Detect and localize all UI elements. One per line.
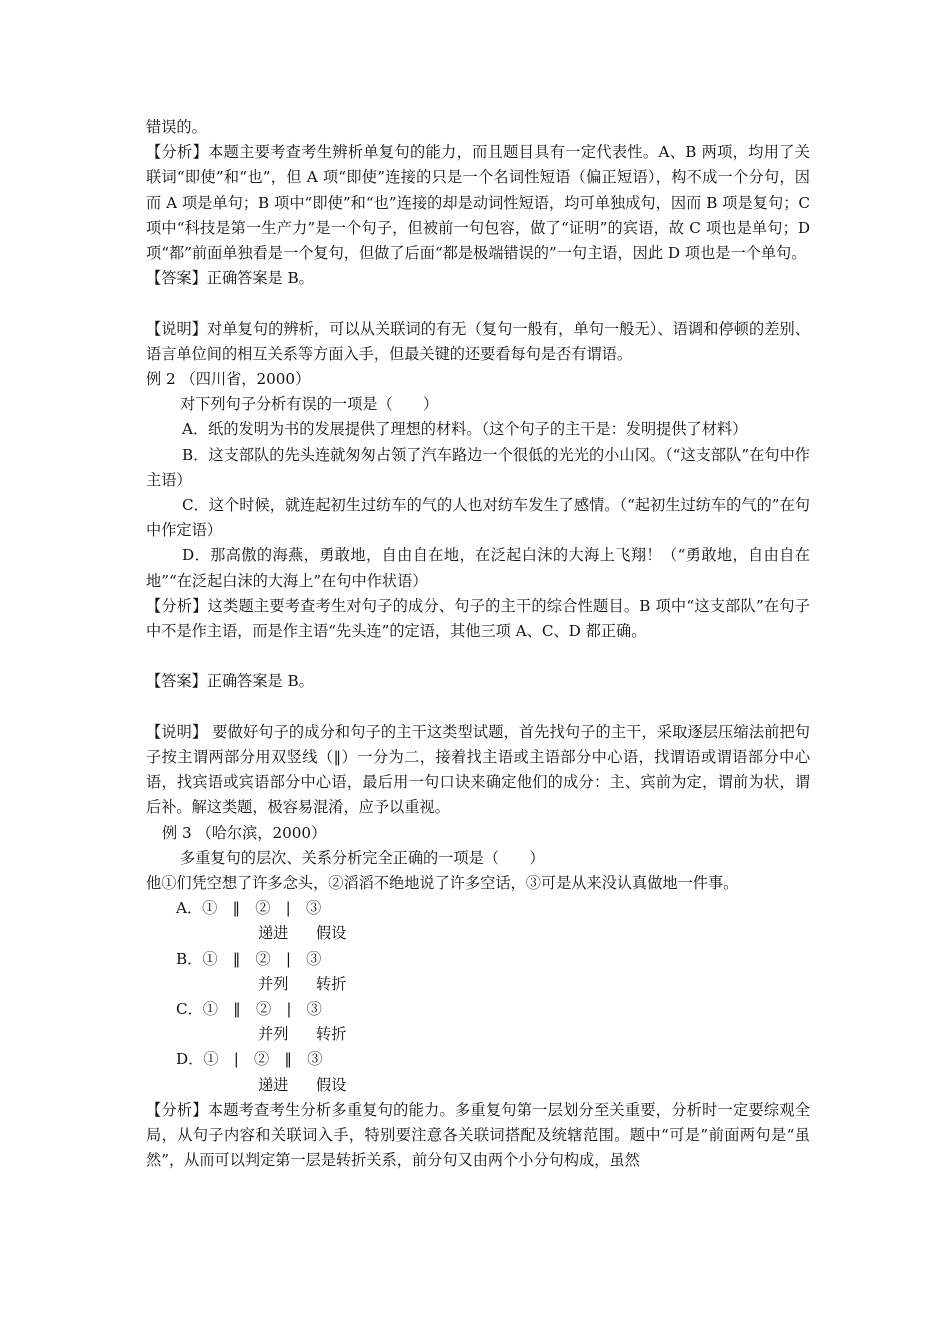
blank-line <box>146 291 810 316</box>
answer-line: 【答案】正确答案是 B。 <box>146 269 314 288</box>
relation-label: 并列 <box>258 1025 289 1044</box>
note-paragraph: 【说明】 要做好句子的成分和句子的主干这类型试题，首先找句子的主干，采取逐层压缩法前把句子按主谓两部分用双竖线（‖）一分为二，接着找主语或主语部分中心语，找谓语或谓语部分中心语，找宾语或宾语部分中心语，最后用一句口诀来确定他们的成分：主、宾前为定，谓前为状，谓后补。解这类题，极容易混淆，应予以重视。 <box>146 722 810 817</box>
blank-line <box>146 695 810 720</box>
option-d: D．那高傲的海燕，勇敢地，自由自在地，在泛起白沫的大海上飞翔！（“勇敢地，自由自在地”“在泛起白沫的大海上”在句中作状语） <box>146 546 810 590</box>
document-page <box>146 115 810 1173</box>
analysis-paragraph: 【分析】本题考查考生分析多重复句的能力。多重复句第一层划分至关重要，分析时一定要综观全局，从句子内容和关联词入手，特别要注意各关联词搭配及统辖范围。题中“可是”前面两句是“虽然”，从而可以判定第一层是转折关系，前分句又由两个小分句构成，虽然 <box>146 1100 810 1170</box>
relation-label: 转折 <box>316 974 347 993</box>
option-b: B．这支部队的先头连就匆匆占领了汽车路边一个很低的光光的小山冈。（“这支部队”在句中作主语） <box>146 445 810 489</box>
analysis-paragraph: 【分析】本题主要考查考生辨析单复句的能力，而且题目具有一定代表性。A、B 两项，均用了关联词“即使”和“也”，但 A 项“即使”连接的只是一个名词性短语（偏正短语），构不成一个分句，因而 A 项是单句；B 项中“即使”和“也”连接的却是动词性短语，均可单独成句，因而 B 项是复句；C 项中“科技是第一生产力”是一个句子，但被前一句包容，做了“证明”的宾语，故 C 项也是单句；D 项“都”前面单独看是一个复句，但做了后面“都是极端错误的”一句主语，因此 D 项也是一个单句。 <box>146 143 810 263</box>
question-stem: 多重复句的层次、关系分析完全正确的一项是（ ） <box>180 848 545 867</box>
text-line: 错误的。 <box>146 118 207 136</box>
example-heading: 例 2 （四川省，2000） <box>146 370 311 389</box>
relation-label: 并列 <box>258 974 289 993</box>
blank-line <box>146 644 810 669</box>
analysis-paragraph: 【分析】这类题主要考查考生对句子的成分、句子的主干的综合性题目。B 项中“这支部队”在句子中不是作主语，而是作主语“先头连”的定语，其他三项 A、C、D 都正确。 <box>146 596 810 641</box>
option-c-relations <box>146 1022 810 1047</box>
option-c: C．这个时候，就连起初生过纺车的气的人也对纺车发生了感情。（“起初生过纺车的气的”在句中作定语） <box>146 496 810 540</box>
option-d: D．① | ② ‖ ③ <box>176 1050 323 1069</box>
option-c: C．① ‖ ② | ③ <box>176 1000 322 1019</box>
option-a: A．纸的发明为书的发展提供了理想的材料。（这个句子的主干是：发明提供了材料） <box>182 420 748 439</box>
question-sentence: 他①们凭空想了许多念头，②滔滔不绝地说了许多空话，③可是从来没认真做地一件事。 <box>146 874 739 893</box>
relation-label: 递进 <box>258 924 289 943</box>
option-b: B．① ‖ ② | ③ <box>176 949 322 968</box>
relation-label: 假设 <box>316 924 347 943</box>
option-b-relations <box>146 972 810 997</box>
relation-label: 转折 <box>316 1025 347 1044</box>
relation-label: 递进 <box>258 1075 289 1094</box>
option-a: A．① ‖ ② | ③ <box>176 899 322 918</box>
answer-line: 【答案】正确答案是 B。 <box>146 672 314 691</box>
relation-label: 假设 <box>316 1075 347 1094</box>
example-heading: 例 3 （哈尔滨，2000） <box>162 823 327 842</box>
note-paragraph: 【说明】对单复句的辨析，可以从关联词的有无（复句一般有，单句一般无）、语调和停顿的差别、语言单位间的相互关系等方面入手，但最关键的还要看每句是否有谓语。 <box>146 319 810 363</box>
option-d-relations <box>146 1073 810 1098</box>
question-stem: 对下列句子分析有误的一项是（ ） <box>180 395 439 414</box>
option-a-relations <box>146 921 810 946</box>
